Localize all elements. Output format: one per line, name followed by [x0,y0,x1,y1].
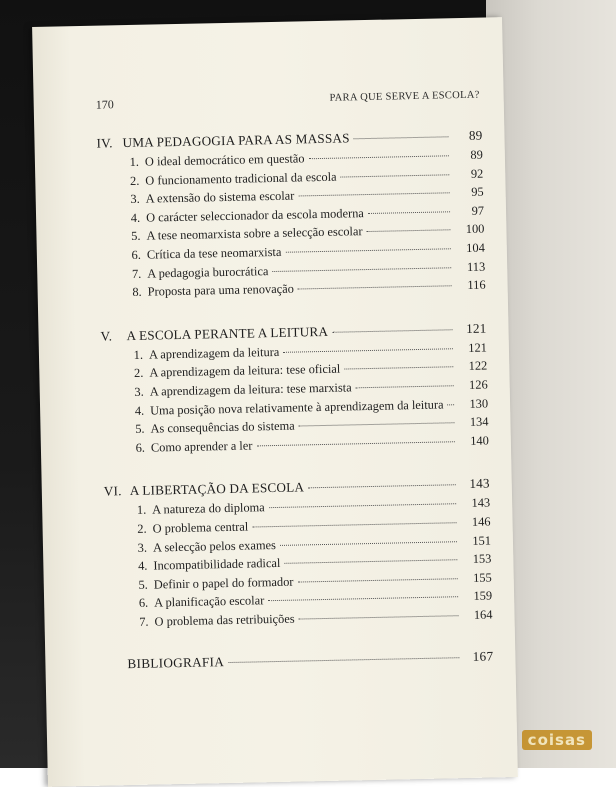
page-ref: 121 [465,320,487,336]
entry-number: 6. [131,247,142,262]
entry-number: 2. [137,521,147,536]
page-ref: 153 [472,551,492,566]
dot-leader [341,174,450,177]
page-ref: 143 [469,475,490,492]
bibliography-title: BIBLIOGRAFIA [127,654,225,672]
dot-leader [252,522,456,527]
entry-number: 6. [138,595,149,611]
entry-title: A planificação escolar [154,593,265,610]
entry-title: Uma posição nova relativamente à aprendizagem da leitura [149,397,444,418]
entry-number: 5. [135,421,145,437]
entry-title: A aprendizagem da leitura: tese oficial [149,361,341,380]
entry-number: 3. [137,540,148,555]
dot-leader [354,136,449,139]
entry-number: 4. [137,558,148,573]
entry-title: Incompatibilidade radical [153,556,281,573]
entry-title: A selecção pelos exames [152,537,276,555]
bibliography-entry [107,648,493,675]
section-number: IV. [96,135,113,151]
page-ref: 89 [470,147,484,162]
page-ref: 121 [468,340,488,355]
dot-leader [448,404,455,405]
entry-title: As consequências do sistema [150,418,295,436]
page-ref: 113 [466,259,486,274]
entry-title: O funcionamento tradicional da escola [145,169,337,188]
dot-leader [299,422,455,426]
entry-title: A aprendizagem da leitura: tese marxista [149,380,352,399]
page-ref: 126 [468,377,488,392]
dot-leader [368,211,450,214]
dot-leader [285,248,450,252]
dot-leader [298,192,449,196]
page-ref: 143 [471,495,491,511]
running-head: PARA QUE SERVE A ESCOLA? [329,89,480,104]
toc-section-vi [104,474,493,632]
dot-leader [280,541,457,546]
page-ref: 146 [471,514,491,529]
entry-number: 1. [133,347,144,362]
section-title: A ESCOLA PERANTE A LEITURA [126,323,329,343]
page-ref: 122 [468,358,488,374]
dot-leader [284,559,457,564]
entry-number: 1. [136,503,147,518]
page-ref: 104 [466,240,485,255]
page-ref: 116 [467,277,486,293]
page-ref: 159 [473,588,493,604]
section-number: VI. [103,483,122,499]
entry-number: 2. [133,366,144,381]
entry-number: 2. [129,173,140,188]
page-ref: 100 [465,221,485,237]
dot-leader [228,658,459,664]
dot-leader [298,285,452,289]
entry-title: O carácter seleccionador da escola moderna [145,205,364,225]
page-header [95,89,480,112]
book-page [32,17,518,787]
page-ref: 155 [472,570,492,585]
entry-number: 8. [132,284,142,300]
page-ref: 134 [469,414,489,430]
page-ref: 97 [471,203,485,218]
toc-section-v [100,318,489,458]
page-ref: 130 [469,396,489,411]
entry-number: 7. [131,266,142,281]
page-ref: 151 [472,533,492,548]
page-ref: 95 [471,184,484,200]
toc-section-iv [96,126,485,303]
section-title: A LIBERTAÇÃO DA ESCOLA [129,479,305,499]
entry-title: A tese neomarxista sobre a selecção escolar [146,224,363,244]
dot-leader [367,230,451,233]
entry-title: A extensão do sistema escolar [145,188,295,206]
entry-title: O problema das retribuições [154,611,295,629]
entry-number: 6. [135,440,146,455]
dot-leader [299,615,459,619]
entry-title: Crítica da tese neomarxista [146,244,282,262]
dot-leader [308,485,456,489]
entry-title: Proposta para uma renovação [147,281,295,299]
entry-title: O ideal democrático em questão [144,151,305,169]
page-ref: 140 [470,433,489,448]
page-ref: 89 [468,127,483,143]
entry-number: 4. [130,210,141,225]
entry-number: 1. [129,154,140,169]
watermark-logo: coisas [522,730,592,750]
toc-bibliography [107,648,493,675]
page-ref: 92 [470,166,484,181]
table-of-contents [96,126,493,675]
dot-leader [269,504,456,509]
entry-number: 3. [130,191,140,207]
entry-title: Como aprender a ler [150,438,253,455]
entry-number: 4. [134,403,145,418]
entry-number: 7. [139,614,149,629]
entry-number: 5. [138,577,148,592]
dot-leader [297,578,457,582]
entry-title: O problema central [152,519,249,536]
dot-leader [272,267,451,272]
entry-title: A natureza do diploma [152,500,265,517]
section-number: V. [100,328,113,344]
entry-title: Definir o papel do formador [153,574,294,592]
page-ref: 167 [472,648,494,665]
dot-leader [256,441,454,446]
page-number: 170 [95,97,114,112]
dot-leader [344,367,453,370]
page-ref: 164 [473,607,493,622]
entry-number: 5. [131,229,141,244]
dot-leader [268,596,458,601]
dot-leader [356,385,454,388]
dot-leader [283,348,453,353]
entry-title: A aprendizagem da leitura [148,344,280,362]
dot-leader [332,329,452,333]
entry-number: 3. [134,384,144,399]
dot-leader [309,155,449,159]
section-title: UMA PEDAGOGIA PARA AS MASSAS [122,130,350,151]
entry-title: A pedagogia burocrática [147,263,269,281]
